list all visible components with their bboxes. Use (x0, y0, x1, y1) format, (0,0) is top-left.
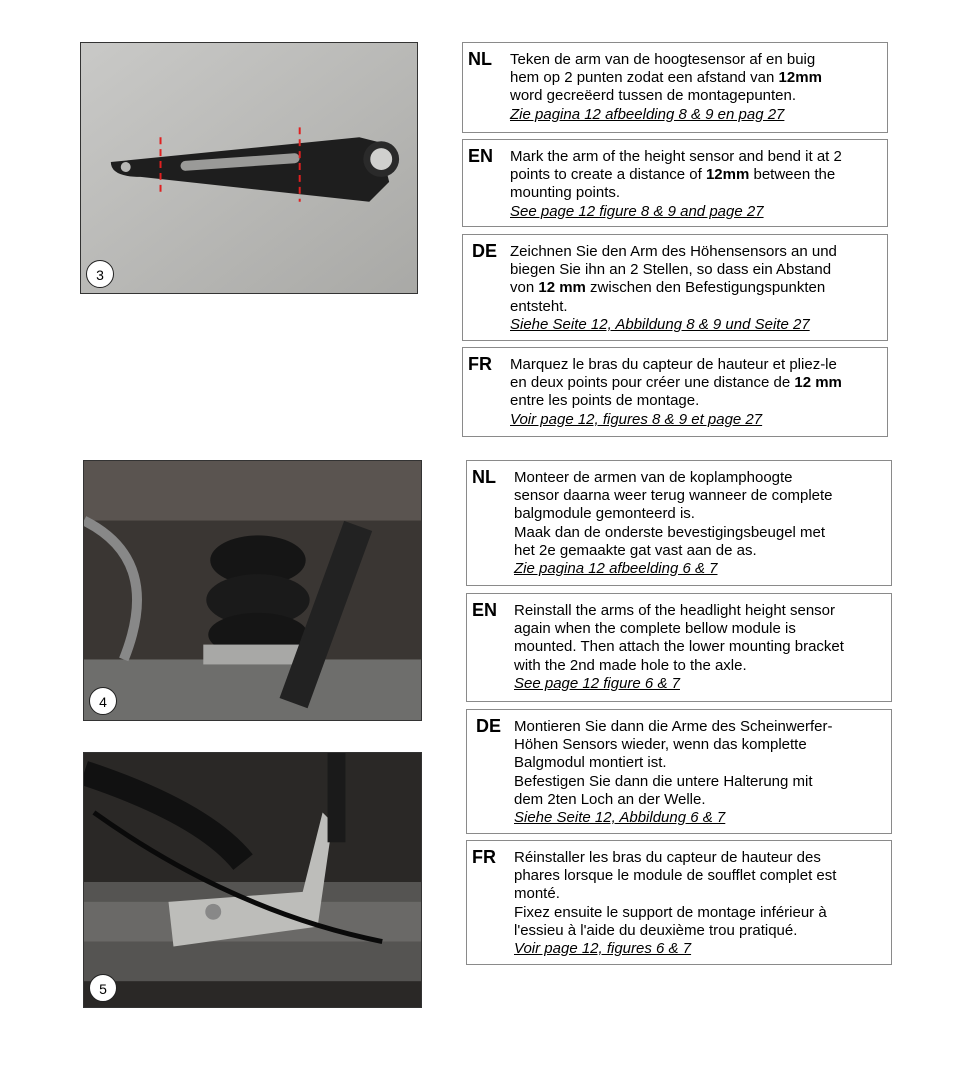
mounting-bracket-image (84, 753, 421, 1007)
text-segment: Réinstaller les bras du capteur de hauteur des (514, 849, 821, 866)
text-line (514, 809, 833, 827)
text-line (510, 69, 822, 87)
text-segment: Monteer de armen van de koplamphoogte (514, 469, 793, 486)
text-line (510, 298, 837, 316)
text-line (514, 469, 833, 487)
emphasis-value: 12 mm (538, 279, 586, 297)
text-segment: Reinstall the arms of the headlight height sensor (514, 602, 836, 619)
instruction-text (510, 356, 842, 429)
text-segment: phares lorsque le module de soufflet complet est (514, 867, 837, 885)
instruction-text (514, 718, 833, 827)
text-segment: zwischen den Befestigungspunkten (585, 279, 826, 297)
text-segment: Mark the arm of the height sensor and bend it at 2 (510, 148, 842, 165)
sensor-arm-image (81, 43, 417, 293)
text-line (510, 203, 842, 221)
page-reference: Zie pagina 12 afbeelding 6 & 7 (514, 560, 718, 578)
language-label: NL (472, 467, 496, 487)
text-line (514, 487, 833, 505)
text-segment: von (510, 279, 539, 297)
text-segment: Zeichnen Sie den Arm des Höhensensors an und (510, 243, 837, 260)
text-line (514, 940, 836, 958)
text-line (514, 736, 833, 754)
language-label: NL (468, 49, 492, 69)
text-line (510, 184, 842, 202)
text-segment: mounting points. (510, 184, 621, 202)
figure-3-photo (80, 42, 418, 294)
instruction-text (510, 243, 837, 334)
instruction-text (510, 51, 822, 124)
emphasis-value: 12mm (705, 166, 750, 184)
language-label: EN (468, 146, 494, 166)
text-segment: dem 2ten Loch an der Welle. (514, 790, 706, 808)
language-label: FR (472, 847, 496, 867)
text-segment: points to create a distance of (510, 166, 706, 184)
instruction-box-fr-step3 (462, 347, 888, 437)
text-line (514, 773, 833, 791)
figure-number: 3 (86, 260, 114, 288)
text-line (510, 243, 837, 261)
instruction-box-nl-step4-5 (466, 460, 892, 586)
instruction-box-de-step3 (462, 234, 888, 341)
text-line (510, 279, 837, 297)
text-segment: with the 2nd made hole to the axle. (514, 656, 747, 674)
text-segment: Marquez le bras du capteur de hauteur et pliez-le (510, 356, 837, 373)
instruction-box-nl-step3 (462, 42, 888, 133)
text-segment: mounted. Then attach the lower mounting bracket (514, 638, 844, 656)
text-segment: between the (749, 166, 836, 184)
text-line (510, 392, 842, 410)
text-segment: l'essieu à l'aide du deuxième trou pratiqué. (514, 921, 798, 939)
text-line (514, 620, 844, 638)
text-line (514, 791, 833, 809)
text-line (514, 885, 836, 903)
text-line (510, 148, 842, 166)
text-segment: Montieren Sie dann die Arme des Scheinwerfer- (514, 718, 833, 735)
text-segment: Balgmodul montiert ist. (514, 754, 667, 772)
text-line (514, 922, 836, 940)
text-line (510, 166, 842, 184)
text-segment: en deux points pour créer une distance de (510, 374, 795, 392)
instruction-text (514, 602, 844, 693)
text-segment: sensor daarna weer terug wanneer de complete (514, 487, 833, 505)
instruction-box-de-step4-5 (466, 709, 892, 834)
language-label: EN (472, 600, 498, 620)
figure-4-photo (83, 460, 422, 721)
text-segment: hem op 2 punten zodat een afstand van (510, 69, 779, 87)
text-line (510, 411, 842, 429)
text-line (514, 657, 844, 675)
air-bellow-image (84, 461, 421, 720)
page-reference: See page 12 figure 8 & 9 and page 27 (510, 202, 764, 220)
instruction-text (514, 469, 833, 578)
figure-5-photo (83, 752, 422, 1008)
page-reference: Voir page 12, figures 8 & 9 et page 27 (510, 410, 763, 428)
text-segment: Fixez ensuite le support de montage inférieur à (514, 903, 827, 921)
text-line (514, 867, 836, 885)
page-reference: Siehe Seite 12, Abbildung 8 & 9 und Seite 27 (510, 315, 810, 333)
text-line (514, 602, 844, 620)
text-line (510, 51, 822, 69)
emphasis-value: 12 mm (794, 374, 842, 392)
instruction-box-fr-step4-5 (466, 840, 892, 965)
page-reference: Siehe Seite 12, Abbildung 6 & 7 (514, 809, 726, 827)
text-line (510, 356, 842, 374)
emphasis-value: 12mm (778, 69, 822, 87)
text-segment: het 2e gemaakte gat vast aan de as. (514, 541, 757, 559)
text-line (514, 675, 844, 693)
text-segment: Maak dan de onderste bevestigingsbeugel met (514, 523, 826, 541)
text-line (510, 106, 822, 124)
language-label: DE (472, 241, 498, 261)
text-line (510, 374, 842, 392)
text-segment: Teken de arm van de hoogtesensor af en buig (510, 51, 816, 68)
text-segment: biegen Sie ihn an 2 Stellen, so dass ein Abstand (510, 261, 832, 279)
text-segment: monté. (514, 885, 560, 903)
instruction-text (510, 148, 842, 221)
text-line (514, 754, 833, 772)
language-label: FR (468, 354, 492, 374)
text-line (514, 505, 833, 523)
text-line (514, 524, 833, 542)
text-line (514, 849, 836, 867)
language-label: DE (476, 716, 502, 736)
page-reference: Voir page 12, figures 6 & 7 (514, 940, 692, 958)
instruction-text (514, 849, 836, 958)
text-line (510, 261, 837, 279)
text-segment: entre les points de montage. (510, 392, 700, 410)
text-segment: word gecreëerd tussen de montagepunten. (510, 87, 797, 105)
text-line (514, 718, 833, 736)
text-segment: Befestigen Sie dann die untere Halterung mit (514, 772, 813, 790)
figure-number: 5 (89, 974, 117, 1002)
text-segment: again when the complete bellow module is (514, 620, 796, 638)
instruction-box-en-step3 (462, 139, 888, 227)
text-line (514, 638, 844, 656)
text-segment: balgmodule gemonteerd is. (514, 505, 695, 523)
text-line (510, 87, 822, 105)
text-segment: entsteht. (510, 297, 568, 315)
text-segment: Höhen Sensors wieder, wenn das komplette (514, 736, 807, 754)
text-line (514, 560, 833, 578)
text-line (510, 316, 837, 334)
instruction-box-en-step4-5 (466, 593, 892, 702)
text-line (514, 542, 833, 560)
text-line (514, 904, 836, 922)
figure-number: 4 (89, 687, 117, 715)
page-reference: See page 12 figure 6 & 7 (514, 674, 680, 692)
page-reference: Zie pagina 12 afbeelding 8 & 9 en pag 27 (510, 105, 785, 123)
